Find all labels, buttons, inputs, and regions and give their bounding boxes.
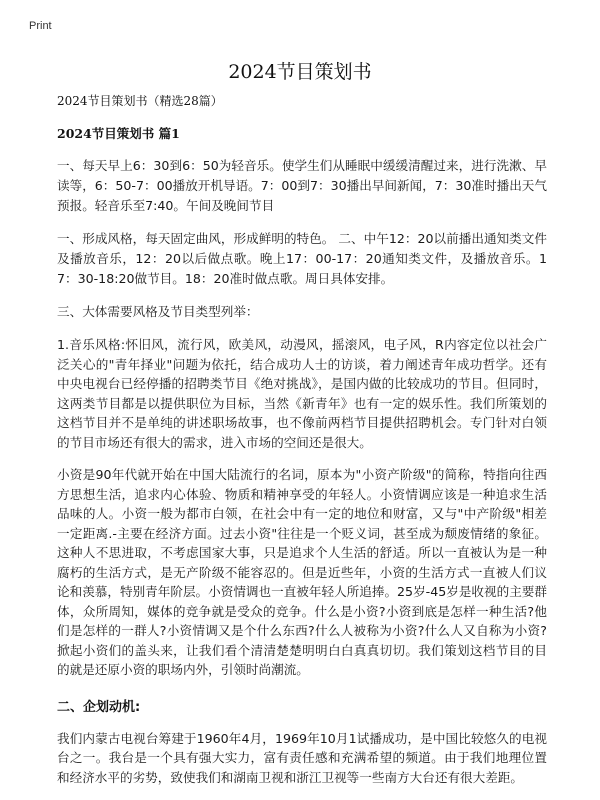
print-label[interactable]: Print [29,20,52,32]
document-subtitle: 2024节目策划书（精选28篇） [57,94,223,108]
paragraph-style-schedule: 一、形成风格，每天固定曲风，形成鲜明的特色。 二、中午12：20以前播出通知类文件及播放音乐，12：20以后做点歌。晚上17：00-17：20通知类文件，及播放音乐。17：30-18:20做节目。18：20准时做点歌。周日具体安排。 [57,231,547,286]
paragraph-morning-schedule: 一、每天早上6：30到6：50为轻音乐。使学生们从睡眠中缓缓清醒过来，进行洗漱、早读等，6：50-7：00播放开机导语。7：00到7：30播出早间新闻，7：30准时播出天气预报。轻音乐至7:40。午间及晚间节目 [57,158,547,213]
paragraph-style-list-heading: 三、大体需要风格及节目类型列举： [57,304,259,319]
paragraph-motivation: 我们内蒙古电视台筹建于1960年4月，1969年10月1试播成功，是中国比较悠久的电视台之一。我台是一个具有强大实力，富有责任感和充满希望的频道。由于我们地理位置和经济水平的劣势，致使我们和湖南卫视和浙江卫视等一些南方大台还有很大差距。 [57,730,547,785]
paragraph-xiaozi: 小资是90年代就开始在中国大陆流行的名词，原本为"小资产阶级"的简称，特指向往西方思想生活，追求内心体验、物质和精神享受的年轻人。小资情调应该是一种追求生活品味的人。小资一般为都市白领，在社会中有一定的地位和财富，又与"中产阶级"相差一定距离.-主要在经济方面。过去小资"往往是一个贬义词，甚至成为颓废情绪的象征。这种人不思进取，不考虑国家大事，只是追求个人生活的舒适。所以一直被认为是一种腐朽的生活方式，是无产阶级不能容忍的。但是近些年，小资的生活方式一直被人们议论和羡慕，特别青年阶层。小资情调也一直被年轻人所追捧。25岁-45岁是收视的主要群体，众所周知，媒体的竞争就是受众的竞争。什么是小资?小资到底是怎样一种生活?他们是怎样的一群人?小资情调又是个什么东西?什么人被称为小资?什么人又自称为小资?掀起小资们的盖头来，让我们看个清清楚楚明明白白真真切切。我们策划这档节目的目的就是还原小资的职场内外，引领时尚潮流。 [57,467,547,677]
section-heading: 2024节目策划书 篇1 [57,126,180,141]
section-motivation-heading: 二、企划动机: [57,699,141,715]
paragraph-music-style: 1.音乐风格:怀旧风，流行风，欧美风，动漫风，摇滚风，电子风，R内容定位以社会广泛关心的"青年择业"问题为依托，结合成功人士的访谈，着力阐述青年成功哲学。还有中央电视台已经停播的招聘类节目《绝对挑战》，是国内做的比较成功的节目。但同时，这两类节目都是以提供职位为目标，当然《新青年》也有一定的娱乐性。我们所策划的这档节目并不是单纯的讲述职场故事，也不像前两档节目提供招聘机会。专门针对白领的节目市场还有很大的需求，进入市场的空间还是很大。 [57,337,547,450]
document-body [57,92,547,800]
document-title: 2024节目策划书 [228,61,372,83]
